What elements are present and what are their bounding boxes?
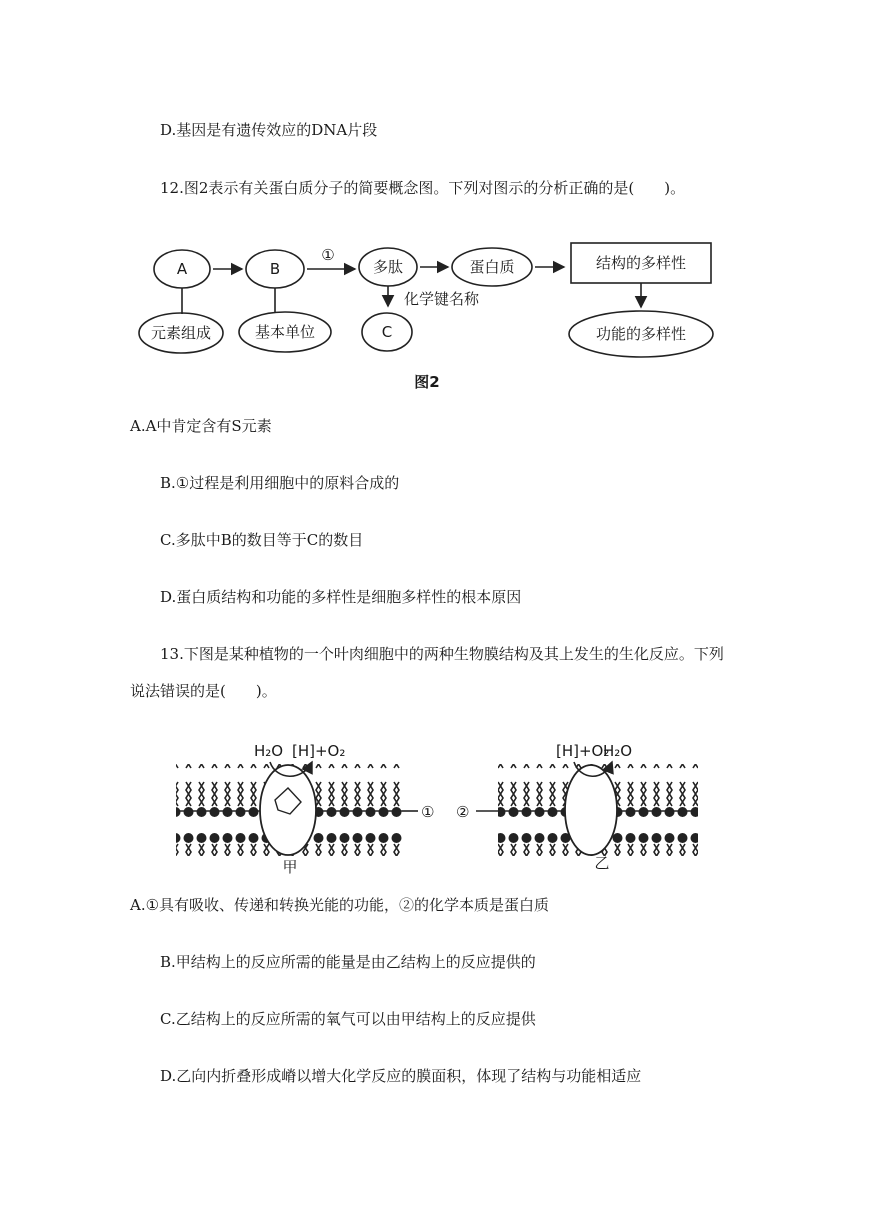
membrane-yi-reactants: [H]+O₂ bbox=[556, 742, 610, 760]
q13-option-a: A.①具有吸收、传递和转换光能的功能，②的化学本质是蛋白质 bbox=[130, 896, 550, 914]
node-a-label: A bbox=[176, 260, 188, 278]
q12-option-b: B.①过程是利用细胞中的原料合成的 bbox=[160, 474, 400, 492]
q13-stem-line1: 13.下图是某种植物的一个叶肉细胞中的两种生物膜结构及其上发生的生化反应。下列 bbox=[160, 645, 724, 663]
node-structure-label: 结构的多样性 bbox=[595, 254, 687, 272]
step-1-label: ① bbox=[321, 246, 335, 264]
membrane-yi-caption: 乙 bbox=[594, 854, 610, 872]
membrane-jia-protein bbox=[260, 765, 316, 855]
bond-label: 化学键名称 bbox=[404, 290, 480, 308]
membrane-jia-caption: 甲 bbox=[282, 858, 298, 876]
node-c-label: C bbox=[381, 323, 393, 341]
membrane-diagram bbox=[0, 730, 869, 880]
q13-option-b: B.甲结构上的反应所需的能量是由乙结构上的反应提供的 bbox=[160, 953, 536, 971]
q12-option-d: D.蛋白质结构和功能的多样性是细胞多样性的根本原因 bbox=[160, 588, 522, 606]
membrane-jia-h2o: H₂O bbox=[254, 742, 284, 760]
node-protein-label: 蛋白质 bbox=[469, 258, 515, 276]
node-peptide-label: 多肽 bbox=[372, 258, 404, 276]
node-b-label: B bbox=[269, 260, 281, 278]
membrane-jia-products: [H]+O₂ bbox=[292, 742, 346, 760]
membrane-yi-protein bbox=[565, 765, 617, 855]
q12-option-a: A.A中肯定含有S元素 bbox=[130, 417, 272, 435]
q13-option-d: D.乙向内折叠形成嵴以增大化学反应的膜面积，体现了结构与功能相适应 bbox=[160, 1067, 642, 1085]
node-unit-label: 基本单位 bbox=[254, 323, 316, 341]
q12-stem: 12.图2表示有关蛋白质分子的简要概念图。下列对图示的分析正确的是( )。 bbox=[160, 179, 686, 197]
protein-concept-diagram bbox=[0, 230, 869, 400]
membrane-yi-h2o: H₂O bbox=[603, 742, 633, 760]
figure-2-caption: 图2 bbox=[414, 373, 440, 391]
node-function-label: 功能的多样性 bbox=[595, 325, 687, 343]
q13-option-c: C.乙结构上的反应所需的氧气可以由甲结构上的反应提供 bbox=[160, 1010, 536, 1028]
node-elements-label: 元素组成 bbox=[150, 324, 212, 342]
membrane-yi-marker: ② bbox=[456, 803, 470, 821]
membrane-jia-marker: ① bbox=[421, 803, 435, 821]
q11-option-d: D.基因是有遗传效应的DNA片段 bbox=[160, 121, 378, 139]
q12-option-c: C.多肽中B的数目等于C的数目 bbox=[160, 531, 364, 549]
q13-stem-line2: 说法错误的是( )。 bbox=[130, 682, 277, 700]
